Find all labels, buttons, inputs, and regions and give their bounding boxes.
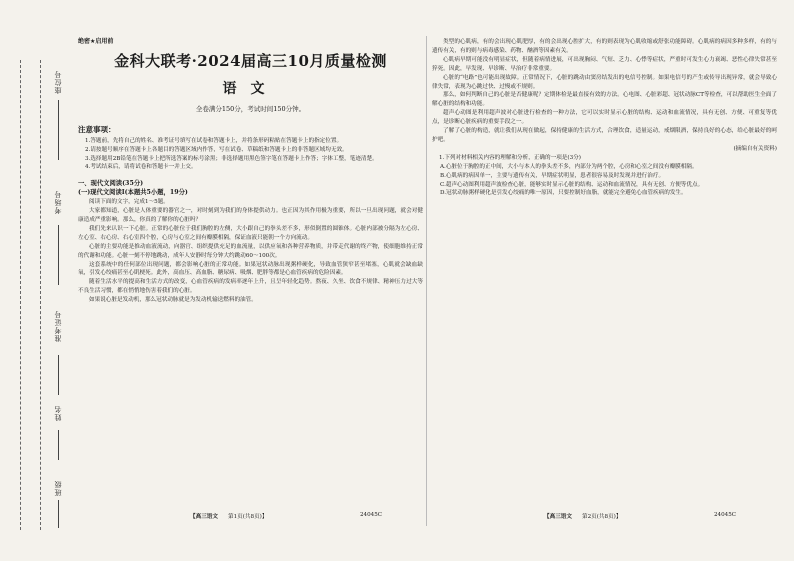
notes-title: 注意事项： xyxy=(78,124,116,134)
note-item: 1.答题前，先将自己的姓名、准考证号填写在试卷和答题卡上，并将条形码粘贴在答题卡上的指定位置。 xyxy=(85,137,343,144)
passage-paragraph: 这套系统中的任何部位出现问题，都会影响心脏的正常功能。如果冠状动脉出现粥样硬化，导致血管狭窄甚至堵塞，心肌就会缺血缺氧，引发心绞痛甚至心肌梗死。此外，高血压、高血脂、糖尿病、吸烟、肥胖等都是心血管疾病的危险因素。 xyxy=(78,261,423,277)
option-c: C.超声心动图利用超声波检查心脏，能够实时显示心脏的结构、运动和血流情况，具有无创、方便等优点。 xyxy=(440,181,704,188)
binding-blank-ticket xyxy=(58,355,69,395)
page-divider xyxy=(426,36,427,526)
passage-paragraph: 心脏的“电路”也可能出现故障。正常情况下，心脏的跳动由窦房结发出的电信号控制。如果电信号的产生或传导出现异常，就会导致心律失常，表现为心跳过快、过慢或不规则。 xyxy=(432,74,777,90)
binding-margin xyxy=(10,60,72,530)
passage-paragraph: 随着生活水平的提高和生活方式的改变，心血管疾病的发病率逐年上升，且呈年轻化趋势。熬夜、久坐、饮食不规律、精神压力过大等不良生活习惯，都在悄悄地伤害着我们的心脏。 xyxy=(78,279,423,295)
footer-title: 【高三语文 xyxy=(190,514,218,520)
section-title: 一、现代文阅读(35分) xyxy=(78,180,144,188)
note-item: 3.选择题用2B铅笔在答题卡上把所选答案的标号涂黑；非选择题用黑色签字笔在答题卡上作答；字体工整，笔迹清楚。 xyxy=(85,155,378,162)
binding-seal-line xyxy=(14,60,28,530)
subsection-title: (一)现代文阅读Ⅰ(本题共5小题，19分) xyxy=(78,189,188,197)
binding-field-ticket: 准考证号 xyxy=(54,310,68,342)
page-1 xyxy=(78,38,423,538)
passage-paragraph: 了解了心脏的构造，就让我们从现在做起，保持健康的生活方式，合理饮食，适量运动，戒烟限酒，保持良好的心态，给心脏最好的呵护吧。 xyxy=(432,128,777,143)
subject-title: 语文 xyxy=(222,80,279,97)
page-2 xyxy=(432,38,777,538)
passage-paragraph: 我们先来认识一下心脏。正常的心脏位于我们胸腔的左侧，大小跟自己的拳头差不多，形似倒置的圆锥体。心脏内部被分隔为左心房、左心室、右心房、右心室四个腔，心房与心室之间有瓣膜相隔，保证血液只能朝一个方向流动。 xyxy=(78,225,423,241)
note-item: 4.考试结束后，请将试卷和答题卡一并上交。 xyxy=(85,164,197,171)
binding-field-seat: 座位号 xyxy=(54,70,68,94)
passage-paragraph: 如果说心脏是发动机，那么冠状动脉就是为发动机输送燃料的油管。 xyxy=(89,297,257,304)
source-note: (摘编自有关资料) xyxy=(733,145,777,152)
passage-paragraph: 那么，如何判断自己的心脏是否健康呢？定期体检是最直接有效的方法。心电图、心脏彩超、冠状动脉CT等检查，可以帮助医生全面了解心脏的结构和功能。 xyxy=(432,92,777,108)
option-d: D.冠状动脉粥样硬化是引发心绞痛的唯一原因，只要控制好血脂，就能完全避免心血管疾病的发生。 xyxy=(440,190,687,197)
binding-blank-room xyxy=(58,225,69,285)
binding-blank-name xyxy=(58,430,69,460)
footer-title: 【高三语文 xyxy=(544,514,572,520)
footer-code: 24045C xyxy=(714,512,737,518)
exam-title: 金科大联考·2024届高三10月质量检测 xyxy=(114,51,387,70)
binding-blank-seat xyxy=(58,100,69,160)
binding-field-room: 考场号 xyxy=(54,190,68,214)
passage-paragraph: 超声心动图是利用超声波对心脏进行检查的一种方法，它可以实时显示心脏的结构、运动和血流情况，具有无创、方便、可重复等优点，是诊断心脏疾病的重要手段之一。 xyxy=(432,110,777,126)
option-a: A.心脏位于胸腔的正中间，大小与本人的拳头差不多，内部分为两个腔，心房和心室之间没有瓣膜相隔。 xyxy=(440,163,698,170)
passage-paragraph: 心肌病早期可能没有明显症状，但随着病情进展，可出现胸闷、气短、乏力、心悸等症状，严重时可发生心力衰竭、恶性心律失常甚至猝死。因此，早发现、早诊断、早治疗非常重要。 xyxy=(432,56,777,72)
passage-paragraph: 心脏的主要功能是推动血液流动，向器官、组织提供充足的血流量，以供应氧和各种营养物质，并带走代谢的终产物，使细胞维持正常的代谢和功能。心脏一刻不停地跳动，成年人安静时每分钟大约跳动60～100次。 xyxy=(78,243,423,259)
footer-page-1 xyxy=(78,512,423,522)
binding-field-class: 班级 xyxy=(54,480,68,496)
question-stem: 1.下列对材料相关内容的理解和分析，正确的一项是(3分) xyxy=(439,154,581,161)
footer-page-number: 第2页(共8页)】 xyxy=(582,514,622,520)
passage-paragraph: 大家都知道，心脏是人体重要的器官之一，对时刻到为我们的身体提供动力。也正因为其作用极为重要，所以一旦出现问题，就会对健康造成严重影响。那么，你真的了解你的心脏吗？ xyxy=(78,208,423,223)
footer-page-2 xyxy=(432,512,777,522)
passage-paragraph: 类型的心肌病，有的会出现心肌肥厚，有的会出现心腔扩大，有的则表现为心肌收缩或舒张功能障碍。心肌病的病因多种多样，有的与遗传有关，有的则与病毒感染、药物、酗酒等因素有关。 xyxy=(432,39,777,54)
binding-field-name: 姓名 xyxy=(54,405,68,421)
note-item: 2.请按题号顺序在答题卡上各题目的答题区域内作答，写在试卷、草稿纸和答题卡上的非答题区域均无效。 xyxy=(85,146,348,153)
secret-label: 绝密★启用前 xyxy=(78,38,114,45)
option-b: B.心肌病的病因单一，主要与遗传有关，早期症状明显，患者很容易及时发现并进行治疗。 xyxy=(440,172,665,179)
footer-page-number: 第1页(共8页)】 xyxy=(228,514,268,520)
score-time-line: 全卷满分150分，考试时间150分钟。 xyxy=(195,104,306,113)
binding-cut-line xyxy=(34,60,48,530)
binding-blank-class xyxy=(58,500,69,528)
reading-instruction: 阅读下面的文字，完成1～5题。 xyxy=(89,199,169,206)
footer-code: 24045C xyxy=(360,512,383,518)
